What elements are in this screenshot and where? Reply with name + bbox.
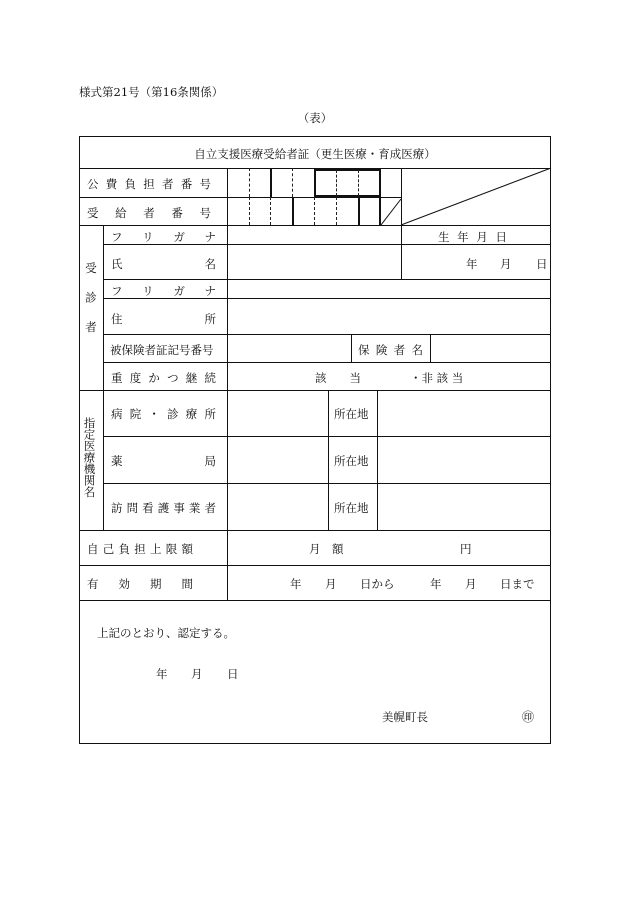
form-number: 様式第21号（第16条関係） <box>79 85 224 99</box>
yen-label: 円 <box>460 542 472 556</box>
monthly-amount-label: 月 額 <box>309 542 344 556</box>
cert-day-label: 日 <box>227 667 239 681</box>
hospital-clinic-label: 病 院 ・ 診 療 所 <box>111 407 216 421</box>
insurer-label: 保 険 者 名 <box>358 343 423 357</box>
birthdate-label: 生 年 月 日 <box>438 230 507 244</box>
birth-day-label: 日 <box>536 257 548 271</box>
to-day-label: 日まで <box>500 577 535 591</box>
seal-mark: ㊞ <box>522 710 535 724</box>
from-year-label: 年 <box>290 577 302 591</box>
address-label: 住 所 <box>111 312 216 326</box>
not-applicable-option: ・非 該 当 <box>410 371 464 385</box>
severe-continuing-label: 重 度 か つ 継 続 <box>111 371 216 385</box>
validity-period-label: 有 効 期 間 <box>87 577 193 591</box>
public-payer-number-label: 公 費 負 担 者 番 号 <box>87 177 211 191</box>
pharmacy-location-label: 所在地 <box>334 454 369 468</box>
birth-year-label: 年 <box>466 257 478 271</box>
furigana2-label: フ リ ガ ナ <box>111 284 216 298</box>
name-label: 氏 名 <box>111 257 216 271</box>
designated-org-group-label: 指定医療機関名 <box>82 417 97 498</box>
cert-year-label: 年 <box>156 667 168 681</box>
birth-month-label: 月 <box>500 257 512 271</box>
applicable-option: 該 当 <box>315 371 361 385</box>
furigana-label: フ リ ガ ナ <box>111 230 216 244</box>
nursing-location-label: 所在地 <box>334 501 369 515</box>
recipient-number-label: 受 給 者 番 号 <box>87 206 211 220</box>
certification-text: 上記のとおり、認定する。 <box>97 626 235 640</box>
insurance-card-number-label: 被保険者証記号番号 <box>110 343 214 357</box>
issuer-label: 美幌町長 <box>382 710 428 724</box>
certificate-title: 自立支援医療受給者証（更生医療・育成医療） <box>194 147 436 161</box>
from-day-label: 日から <box>360 577 395 591</box>
home-nursing-label: 訪 問 看 護 事 業 者 <box>111 501 216 515</box>
to-month-label: 月 <box>465 577 477 591</box>
cert-month-label: 月 <box>191 667 203 681</box>
from-month-label: 月 <box>325 577 337 591</box>
side-label: （表） <box>297 111 333 125</box>
to-year-label: 年 <box>430 577 442 591</box>
patient-group-label: 受診者 <box>84 262 98 351</box>
hospital-location-label: 所在地 <box>334 407 369 421</box>
pharmacy-label: 薬 局 <box>111 454 216 468</box>
copay-limit-label: 自 己 負 担 上 限 額 <box>87 542 193 556</box>
